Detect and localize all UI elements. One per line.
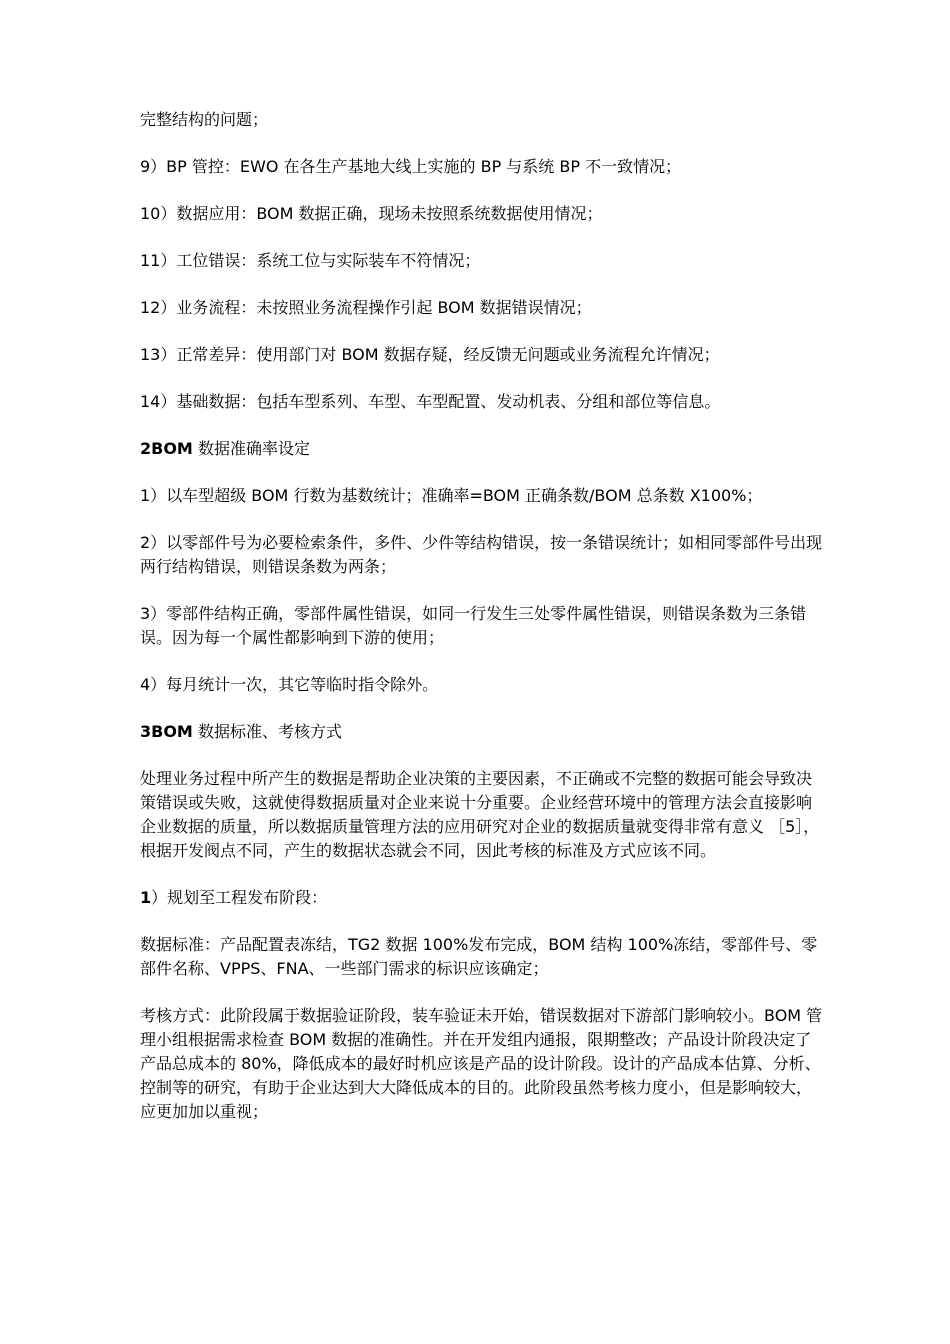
section-heading-2 [140,437,825,461]
paragraph: 10）数据应用：BOM 数据正确，现场未按照系统数据使用情况； [140,204,603,223]
section-heading-number: 3BOM [140,722,193,741]
paragraph: 12）业务流程：未按照业务流程操作引起 BOM 数据错误情况； [140,298,592,317]
section-heading-3 [140,720,825,744]
paragraph: 9）BP 管控：EWO 在各生产基地大线上实施的 BP 与系统 BP 不一致情况； [140,157,682,176]
list-item: 3）零部件结构正确，零部件属性错误，如同一行发生三处零件属性错误，则错误条数为三条错误。因为每一个属性都影响到下游的使用； [140,604,807,647]
paragraph: 13）正常差异：使用部门对 BOM 数据存疑，经反馈无问题或业务流程允许情况； [140,345,720,364]
list-item: 1）以车型超级 BOM 行数为基数统计；准确率=BOM 正确条数/BOM 总条数 X100%； [140,486,763,505]
section-heading-text: 数据准确率设定 [192,439,310,458]
list-item: 4）每月统计一次，其它等临时指令除外。 [140,675,439,694]
intro-paragraph: 处理业务过程中所产生的数据是帮助企业决策的主要因素，不正确或不完整的数据可能会导致决策错误或失败，这就使得数据质量对企业来说十分重要。企业经营环境中的管理方法会直接影响企业数据的质量，所以数据质量管理方法的应用研究对企业的数据质量就变得非常有意义 ［5］，根据开发阀点不同，产生的数据状态就会不同，因此考核的标准及方式应该不同。 [140,769,820,860]
paragraph: 完整结构的问题； [140,110,269,129]
section-heading-number: 2BOM [140,439,193,458]
section-heading-text: 数据标准、考核方式 [192,722,342,741]
stage-text: ）规划至工程发布阶段： [151,888,328,907]
list-item: 2）以零部件号为必要检索条件，多件、少件等结构错误，按一条错误统计；如相同零部件号出现两行结构错误，则错误条数为两条； [140,533,823,576]
stage-number: 1 [140,888,152,907]
paragraph: 14）基础数据：包括车型系列、车型、车型配置、发动机表、分组和部位等信息。 [140,392,721,411]
assessment-paragraph: 考核方式：此阶段属于数据验证阶段，装车验证未开始，错误数据对下游部门影响较小。BOM 管理小组根据需求检查 BOM 数据的准确性。并在开发组内通报，限期整改；产品设计阶段决定了产品总成本的 80%，降低成本的最好时机应该是产品的设计阶段。设计的产品成本估算、分析、控制等的研究，有助于企业达到大大降低成本的目的。此阶段虽然考核力度小，但是影响较大，应更加加以重视； [140,1006,823,1121]
standard-paragraph: 数据标准：产品配置表冻结，TG2 数据 100%发布完成，BOM 结构 100%冻结，零部件号、零部件名称、VPPS、FNA、一些部门需求的标识应该确定； [140,935,818,978]
paragraph: 11）工位错误：系统工位与实际装车不符情况； [140,251,481,270]
stage-heading [140,886,825,910]
